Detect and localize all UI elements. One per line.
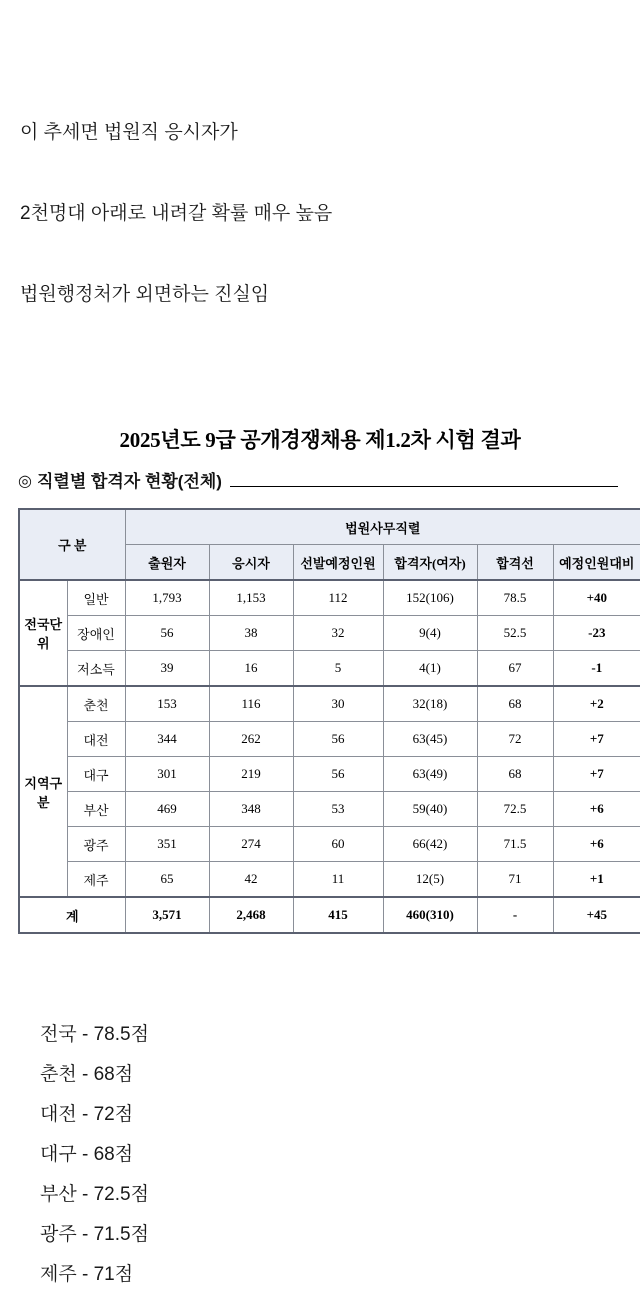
score-line-jeju: 제주 - 71점: [40, 1264, 134, 1285]
cell-diff: +6: [553, 792, 640, 827]
cell-applicants: 39: [125, 651, 209, 687]
cell-takers: 274: [209, 827, 293, 862]
cell-cutline: 72: [477, 722, 553, 757]
cell-passers: 4(1): [383, 651, 477, 687]
cell-passers: 12(5): [383, 862, 477, 898]
cell-planned: 53: [293, 792, 383, 827]
table-row: [19, 757, 640, 792]
header-col-5: 예정인원대비: [553, 545, 640, 581]
cell-passers: 152(106): [383, 580, 477, 616]
row-label-daejeon: 대전: [67, 722, 125, 757]
header-gubun: 구 분: [19, 509, 125, 580]
total-applicants: 3,571: [125, 897, 209, 933]
intro-line-3: 법원행정처가 외면하는 진실임: [20, 284, 270, 305]
row-label-gwangju: 광주: [67, 827, 125, 862]
header-group-title: 법원사무직렬: [125, 509, 640, 545]
score-line-gwangju: 광주 - 71.5점: [40, 1224, 149, 1245]
cell-applicants: 344: [125, 722, 209, 757]
header-col-0: 출원자: [125, 545, 209, 581]
header-col-4: 합격선: [477, 545, 553, 581]
results-table: [18, 508, 640, 934]
total-label: 계: [19, 897, 125, 933]
intro-line-1: 이 추세면 법원직 응시자가: [20, 122, 238, 143]
section-title: 직렬별 합격자 현황(전체): [36, 472, 222, 491]
score-line-daejeon: 대전 - 72점: [40, 1104, 134, 1125]
total-passers: 460(310): [383, 897, 477, 933]
header-col-3: 합격자(여자): [383, 545, 477, 581]
row-label-lowincome: 저소득: [67, 651, 125, 687]
cell-planned: 30: [293, 686, 383, 722]
score-line-nationwide: 전국 - 78.5점: [40, 1024, 149, 1045]
table-row: [19, 686, 640, 722]
table-row: [19, 580, 640, 616]
row-label-daegu: 대구: [67, 757, 125, 792]
cell-takers: 1,153: [209, 580, 293, 616]
cell-passers: 32(18): [383, 686, 477, 722]
cell-applicants: 65: [125, 862, 209, 898]
table-row: [19, 651, 640, 687]
cell-cutline: 71: [477, 862, 553, 898]
cell-planned: 56: [293, 722, 383, 757]
cell-takers: 38: [209, 616, 293, 651]
row-label-chuncheon: 춘천: [67, 686, 125, 722]
document-title: 2025년도 9급 공개경쟁채용 제1.2차 시험 결과: [119, 428, 521, 452]
cell-passers: 59(40): [383, 792, 477, 827]
cell-planned: 56: [293, 757, 383, 792]
cell-applicants: 351: [125, 827, 209, 862]
cell-takers: 262: [209, 722, 293, 757]
cell-planned: 112: [293, 580, 383, 616]
section-heading: [18, 472, 618, 492]
table-header-row-1: [19, 509, 640, 545]
cell-diff: +6: [553, 827, 640, 862]
results-table-wrapper: [18, 508, 635, 934]
cell-cutline: 78.5: [477, 580, 553, 616]
total-diff: +45: [553, 897, 640, 933]
total-takers: 2,468: [209, 897, 293, 933]
heading-rule: [230, 485, 618, 487]
score-line-busan: 부산 - 72.5점: [40, 1184, 149, 1205]
cell-cutline: 52.5: [477, 616, 553, 651]
intro-line-2: 2천명대 아래로 내려갈 확률 매우 높음: [20, 203, 333, 224]
cell-cutline: 72.5: [477, 792, 553, 827]
row-label-busan: 부산: [67, 792, 125, 827]
table-row: [19, 827, 640, 862]
intro-text-block: [20, 120, 620, 363]
cell-diff: +7: [553, 722, 640, 757]
cell-cutline: 68: [477, 757, 553, 792]
table-row: [19, 722, 640, 757]
cell-takers: 348: [209, 792, 293, 827]
header-col-2: 선발예정인원: [293, 545, 383, 581]
cell-diff: +7: [553, 757, 640, 792]
row-label-general: 일반: [67, 580, 125, 616]
score-line-daegu: 대구 - 68점: [40, 1144, 134, 1165]
cell-cutline: 71.5: [477, 827, 553, 862]
cell-planned: 5: [293, 651, 383, 687]
cell-applicants: 153: [125, 686, 209, 722]
cell-takers: 219: [209, 757, 293, 792]
header-col-1: 응시자: [209, 545, 293, 581]
score-line-chuncheon: 춘천 - 68점: [40, 1064, 134, 1085]
total-planned: 415: [293, 897, 383, 933]
cell-diff: +2: [553, 686, 640, 722]
score-list: [40, 1015, 600, 1295]
cell-takers: 116: [209, 686, 293, 722]
cell-passers: 63(49): [383, 757, 477, 792]
cell-takers: 16: [209, 651, 293, 687]
cell-diff: +40: [553, 580, 640, 616]
bullet-icon: ◎: [18, 473, 32, 490]
cell-passers: 66(42): [383, 827, 477, 862]
cell-applicants: 469: [125, 792, 209, 827]
table-total-row: [19, 897, 640, 933]
cell-cutline: 67: [477, 651, 553, 687]
cell-cutline: 68: [477, 686, 553, 722]
table-row: [19, 862, 640, 898]
cell-diff: -23: [553, 616, 640, 651]
cell-applicants: 301: [125, 757, 209, 792]
cell-takers: 42: [209, 862, 293, 898]
cell-planned: 60: [293, 827, 383, 862]
cell-applicants: 1,793: [125, 580, 209, 616]
cell-passers: 9(4): [383, 616, 477, 651]
row-label-jeju: 제주: [67, 862, 125, 898]
cell-diff: -1: [553, 651, 640, 687]
group-label-regional: 지역구분: [19, 686, 67, 897]
table-row: [19, 792, 640, 827]
total-cutline: -: [477, 897, 553, 933]
cell-diff: +1: [553, 862, 640, 898]
group-label-nationwide: 전국단위: [19, 580, 67, 686]
table-row: [19, 616, 640, 651]
cell-applicants: 56: [125, 616, 209, 651]
cell-passers: 63(45): [383, 722, 477, 757]
row-label-disabled: 장애인: [67, 616, 125, 651]
cell-planned: 11: [293, 862, 383, 898]
cell-planned: 32: [293, 616, 383, 651]
